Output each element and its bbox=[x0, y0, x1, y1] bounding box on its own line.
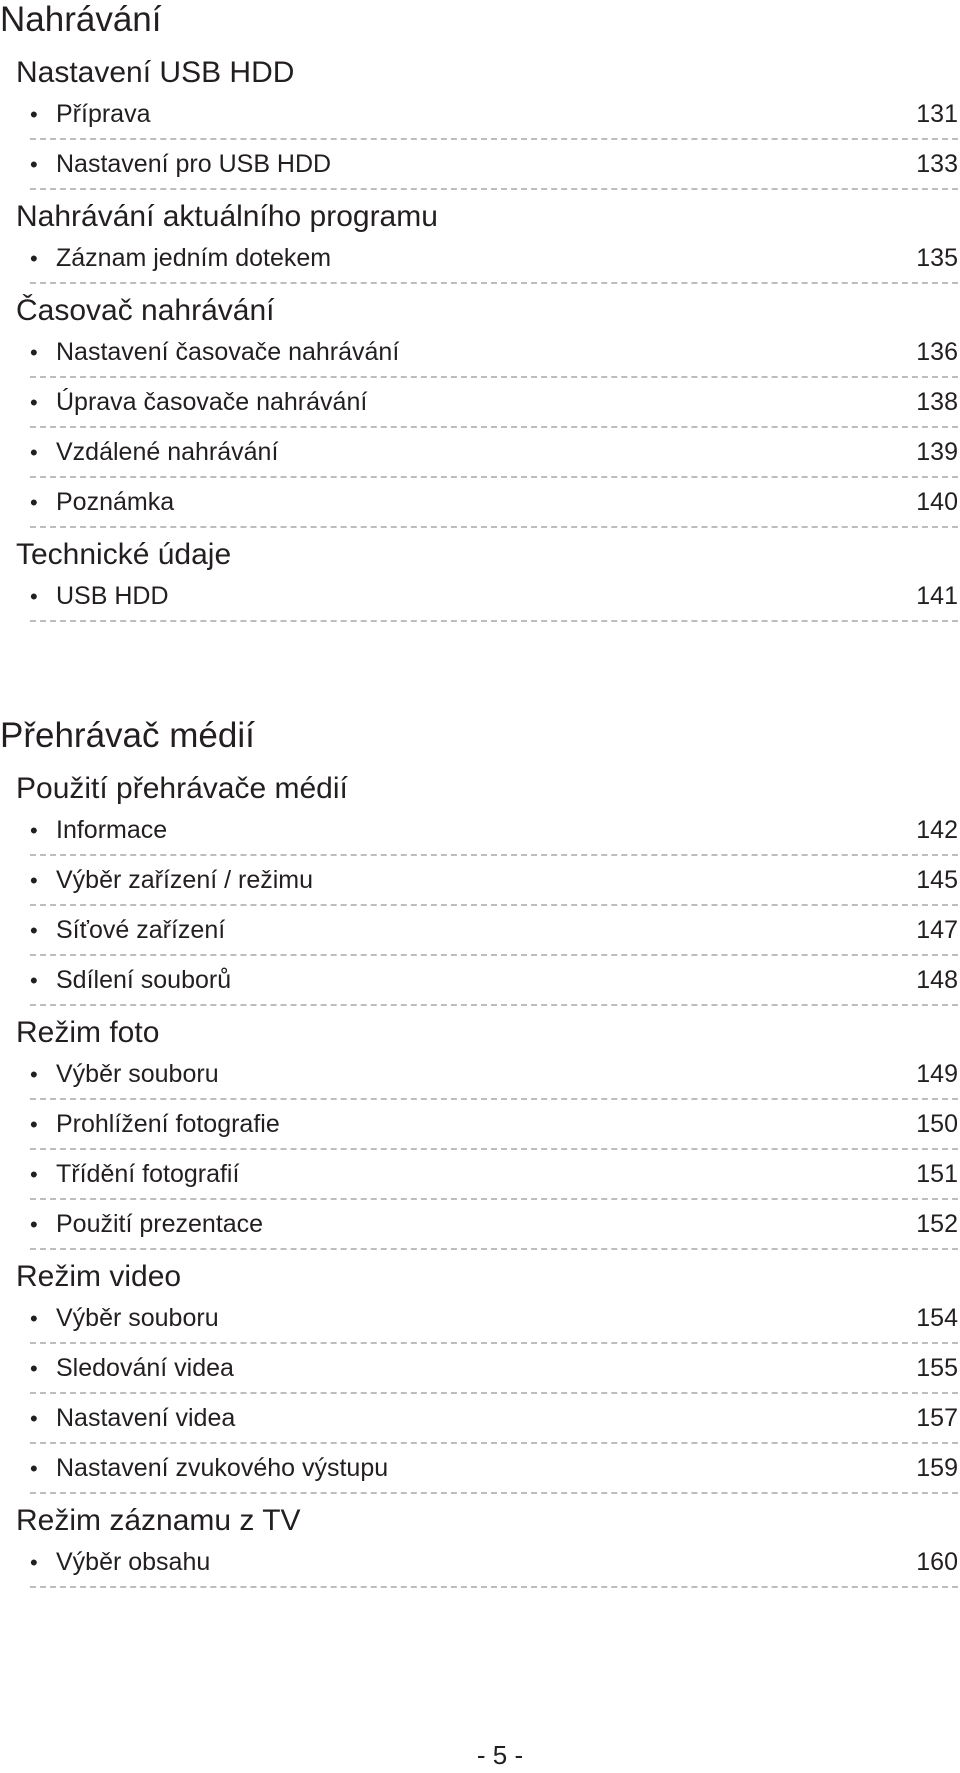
chapter-title: Přehrávač médií bbox=[0, 716, 255, 755]
entry-label: Sdílení souborů bbox=[56, 966, 232, 994]
bullet-icon: • bbox=[30, 1212, 38, 1237]
toc-entry[interactable] bbox=[30, 1538, 958, 1588]
chapter-title: Nahrávání bbox=[0, 0, 162, 39]
bullet-icon: • bbox=[30, 102, 38, 127]
entry-page-number: 136 bbox=[916, 338, 958, 366]
section-title: Režim video bbox=[16, 1260, 182, 1293]
toc-entry[interactable] bbox=[30, 956, 958, 1006]
bullet-icon: • bbox=[30, 340, 38, 365]
entry-label: Nastavení pro USB HDD bbox=[56, 150, 332, 178]
chapter bbox=[0, 0, 960, 622]
entry-label: Vzdálené nahrávání bbox=[56, 438, 279, 466]
entry-label: Nastavení zvukového výstupu bbox=[56, 1454, 389, 1482]
page-number: - 5 - bbox=[476, 1740, 524, 1770]
toc-entry[interactable] bbox=[30, 428, 958, 478]
toc-entry[interactable] bbox=[30, 572, 958, 622]
section-title: Použití přehrávače médií bbox=[16, 772, 348, 805]
toc-entry[interactable] bbox=[30, 378, 958, 428]
entry-label: Nastavení videa bbox=[56, 1404, 236, 1432]
section-title: Nahrávání aktuálního programu bbox=[16, 200, 438, 233]
bullet-icon: • bbox=[30, 584, 38, 609]
toc-entry[interactable] bbox=[30, 90, 958, 140]
entry-page-number: 154 bbox=[916, 1304, 958, 1332]
entry-label: Použití prezentace bbox=[56, 1210, 264, 1238]
entry-page-number: 142 bbox=[916, 816, 958, 844]
section-title: Režim záznamu z TV bbox=[16, 1504, 301, 1537]
toc-entry[interactable] bbox=[30, 1444, 958, 1494]
bullet-icon: • bbox=[30, 1356, 38, 1381]
entry-page-number: 160 bbox=[916, 1548, 958, 1576]
toc-entry[interactable] bbox=[30, 234, 958, 284]
bullet-icon: • bbox=[30, 390, 38, 415]
entry-page-number: 140 bbox=[916, 488, 958, 516]
entry-page-number: 141 bbox=[916, 582, 958, 610]
bullet-icon: • bbox=[30, 1062, 38, 1087]
bullet-icon: • bbox=[30, 152, 38, 177]
entry-label: Výběr souboru bbox=[56, 1060, 219, 1088]
entry-label: Síťové zařízení bbox=[56, 916, 226, 944]
entry-page-number: 148 bbox=[916, 966, 958, 994]
entry-page-number: 152 bbox=[916, 1210, 958, 1238]
bullet-icon: • bbox=[30, 440, 38, 465]
entry-label: Sledování videa bbox=[56, 1354, 234, 1382]
toc-entry[interactable] bbox=[30, 1200, 958, 1250]
entry-page-number: 131 bbox=[916, 100, 958, 128]
entry-page-number: 138 bbox=[916, 388, 958, 416]
toc-entry[interactable] bbox=[30, 856, 958, 906]
entry-label: Výběr zařízení / režimu bbox=[56, 866, 314, 894]
entry-page-number: 150 bbox=[916, 1110, 958, 1138]
section-title: Časovač nahrávání bbox=[16, 294, 275, 327]
entry-label: Úprava časovače nahrávání bbox=[56, 388, 368, 416]
entry-page-number: 133 bbox=[916, 150, 958, 178]
entry-label: Informace bbox=[56, 816, 168, 844]
entry-page-number: 151 bbox=[916, 1160, 958, 1188]
toc-entry[interactable] bbox=[30, 328, 958, 378]
entry-page-number: 149 bbox=[916, 1060, 958, 1088]
bullet-icon: • bbox=[30, 868, 38, 893]
entry-label: Prohlížení fotografie bbox=[56, 1110, 280, 1138]
bullet-icon: • bbox=[30, 1112, 38, 1137]
toc-entry[interactable] bbox=[30, 1394, 958, 1444]
entry-label: Třídění fotografií bbox=[56, 1160, 240, 1188]
entry-page-number: 139 bbox=[916, 438, 958, 466]
bullet-icon: • bbox=[30, 1406, 38, 1431]
toc-entry[interactable] bbox=[30, 1100, 958, 1150]
section-title: Technické údaje bbox=[16, 538, 232, 571]
bullet-icon: • bbox=[30, 1550, 38, 1575]
entry-label: Poznámka bbox=[56, 488, 175, 516]
entry-label: Výběr souboru bbox=[56, 1304, 219, 1332]
toc-entry[interactable] bbox=[30, 906, 958, 956]
toc-entry[interactable] bbox=[30, 478, 958, 528]
toc-entry[interactable] bbox=[30, 1344, 958, 1394]
toc-entry[interactable] bbox=[30, 1150, 958, 1200]
entry-page-number: 135 bbox=[916, 244, 958, 272]
bullet-icon: • bbox=[30, 818, 38, 843]
bullet-icon: • bbox=[30, 1306, 38, 1331]
bullet-icon: • bbox=[30, 246, 38, 271]
section-title: Režim foto bbox=[16, 1016, 160, 1049]
section-title: Nastavení USB HDD bbox=[16, 56, 295, 89]
bullet-icon: • bbox=[30, 1456, 38, 1481]
entry-page-number: 145 bbox=[916, 866, 958, 894]
entry-label: Výběr obsahu bbox=[56, 1548, 211, 1576]
bullet-icon: • bbox=[30, 968, 38, 993]
bullet-icon: • bbox=[30, 918, 38, 943]
chapter bbox=[0, 716, 960, 1588]
entry-page-number: 147 bbox=[916, 916, 958, 944]
toc-entry[interactable] bbox=[30, 140, 958, 190]
entry-page-number: 155 bbox=[916, 1354, 958, 1382]
bullet-icon: • bbox=[30, 490, 38, 515]
entry-label: Příprava bbox=[56, 100, 151, 128]
toc-entry[interactable] bbox=[30, 806, 958, 856]
entry-label: Nastavení časovače nahrávání bbox=[56, 338, 400, 366]
entry-page-number: 157 bbox=[916, 1404, 958, 1432]
toc-entry[interactable] bbox=[30, 1294, 958, 1344]
entry-page-number: 159 bbox=[916, 1454, 958, 1482]
entry-label: USB HDD bbox=[56, 582, 169, 610]
bullet-icon: • bbox=[30, 1162, 38, 1187]
toc-entry[interactable] bbox=[30, 1050, 958, 1100]
entry-label: Záznam jedním dotekem bbox=[56, 244, 332, 272]
